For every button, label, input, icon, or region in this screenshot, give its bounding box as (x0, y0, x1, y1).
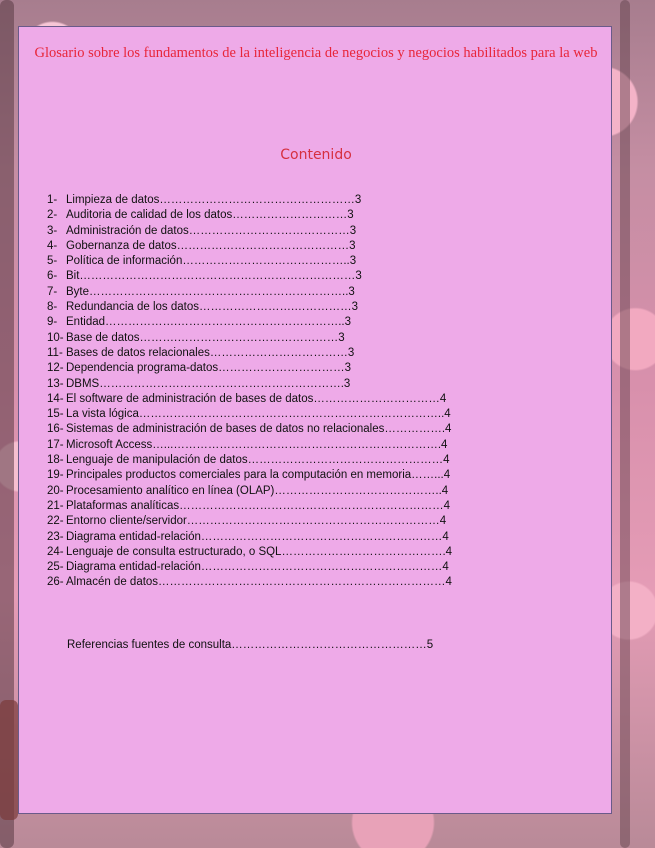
toc-entry-text: Procesamiento analítico en línea (OLAP)……………………………………..4 (66, 484, 449, 497)
toc-entry-text: Bases de datos relacionales………………………………3 (66, 346, 355, 359)
background-building (0, 700, 18, 820)
toc-entry-number: 3- (47, 224, 58, 237)
toc-entry-number: 22- (47, 515, 64, 528)
toc-entry-text: Auditoria de calidad de los datos…………………………3 (66, 209, 354, 222)
toc-entry-number: 4- (47, 239, 58, 252)
toc-entry[interactable] (47, 468, 452, 483)
toc-entry-number: 13- (47, 377, 64, 390)
toc-entry[interactable] (47, 254, 452, 269)
toc-entry-text: Redundancia de los datos…………………….……………3 (66, 301, 359, 314)
toc-entry-number: 19- (47, 469, 64, 482)
toc-entry-number: 7- (47, 285, 58, 298)
toc-entry-text: Microsoft Access…...…………………………………………………………….4 (66, 438, 448, 451)
toc-entry[interactable] (47, 208, 452, 223)
toc-entry-number: 15- (47, 408, 64, 421)
toc-entry-number: 11- (47, 346, 63, 359)
toc-entry-text: Lenguaje de manipulación de datos……………………………………………4 (66, 454, 450, 467)
toc-entry-number: 17- (47, 438, 64, 451)
toc-entry-number: 16- (47, 423, 64, 436)
toc-entry-text: DBMS……………………………………………………….3 (66, 377, 351, 390)
toc-entry[interactable] (47, 560, 452, 575)
toc-entry[interactable] (47, 530, 452, 545)
toc-entry-text: Diagrama entidad-relación………………………………………………………4 (66, 561, 449, 574)
toc-entry-text: Principales productos comerciales para la computación en memoria……...4 (66, 469, 451, 482)
toc-entry-text: Administración de datos……………………………………3 (66, 224, 357, 237)
toc-entry[interactable] (47, 377, 452, 392)
toc-entry-number: 24- (47, 545, 64, 558)
document-page (18, 26, 612, 814)
toc-entry-text: El software de administración de bases de datos……………………………4 (66, 392, 447, 405)
toc-entry-text: Dependencia programa-datos……………………………3 (66, 362, 352, 375)
table-of-contents (47, 193, 452, 591)
toc-entry[interactable] (47, 224, 452, 239)
toc-entry[interactable] (47, 514, 452, 529)
toc-entry[interactable] (47, 407, 452, 422)
toc-entry-text: Almacén de datos…………………………………………………………………4 (66, 576, 452, 589)
document-title: Glosario sobre los fundamentos de la inteligencia de negocios y negocios habilitados para la web (34, 45, 598, 61)
toc-entry-number: 2- (47, 209, 58, 222)
toc-entry-text: Política de información……………………………………..3 (66, 255, 357, 268)
toc-entry-text: Byte…………………………………………………………..3 (66, 285, 355, 298)
toc-entry-text: Plataformas analíticas……………………………………………………………4 (66, 499, 451, 512)
toc-entry[interactable] (47, 331, 452, 346)
toc-entry[interactable] (47, 575, 452, 590)
toc-entry-text: Sistemas de administración de bases de datos no relacionales…………….4 (66, 423, 452, 436)
toc-entry[interactable] (47, 300, 452, 315)
toc-entry-text: La vista lógica……………………………………………………………………..4 (66, 408, 451, 421)
toc-entry-text: Base de datos……….……………………………………3 (66, 331, 345, 344)
toc-entry[interactable] (47, 269, 452, 284)
toc-entry[interactable] (47, 346, 452, 361)
toc-entry-number: 9- (47, 316, 58, 329)
toc-entry-text: Gobernanza de datos………………………………………3 (66, 239, 356, 252)
toc-entry-number: 8- (47, 301, 58, 314)
contents-heading: Contenido (280, 147, 352, 163)
toc-entry[interactable] (47, 453, 452, 468)
toc-entry[interactable] (47, 499, 452, 514)
toc-entry[interactable] (47, 392, 452, 407)
toc-entry[interactable] (47, 315, 452, 330)
references-entry[interactable]: Referencias fuentes de consulta……………………………………………5 (67, 639, 434, 651)
toc-entry-number: 14- (47, 392, 64, 405)
toc-entry[interactable] (47, 422, 452, 437)
toc-entry-number: 18- (47, 454, 64, 467)
toc-entry-number: 26- (47, 576, 64, 589)
toc-entry-text: Lenguaje de consulta estructurado, o SQL…………………………………….4 (66, 545, 453, 558)
toc-entry-text: Bit………………………………………………………………3 (66, 270, 362, 283)
toc-entry-number: 6- (47, 270, 58, 283)
toc-entry-number: 21- (47, 499, 64, 512)
toc-entry-number: 25- (47, 561, 64, 574)
toc-entry-number: 1- (47, 194, 58, 206)
toc-entry[interactable] (47, 545, 452, 560)
toc-entry-number: 5- (47, 255, 58, 268)
toc-entry[interactable] (47, 438, 452, 453)
toc-entry-text: Entorno cliente/servidor…………………………………………………………4 (66, 515, 447, 528)
toc-entry[interactable] (47, 239, 452, 254)
toc-entry-number: 12- (47, 362, 64, 375)
toc-entry-text: Entidad……………….……………………………………..3 (66, 316, 351, 329)
toc-entry-number: 10- (47, 331, 64, 344)
toc-entry[interactable] (47, 361, 452, 376)
toc-entry-text: Limpieza de datos……………………………………………3 (66, 194, 362, 206)
toc-entry-text: Diagrama entidad-relación………………………………………………………4 (66, 530, 449, 543)
toc-entry[interactable] (47, 484, 452, 499)
toc-entry[interactable] (47, 285, 452, 300)
toc-entry-number: 20- (47, 484, 64, 497)
background-branch (620, 0, 630, 848)
toc-entry-number: 23- (47, 530, 64, 543)
toc-entry[interactable] (47, 193, 452, 208)
